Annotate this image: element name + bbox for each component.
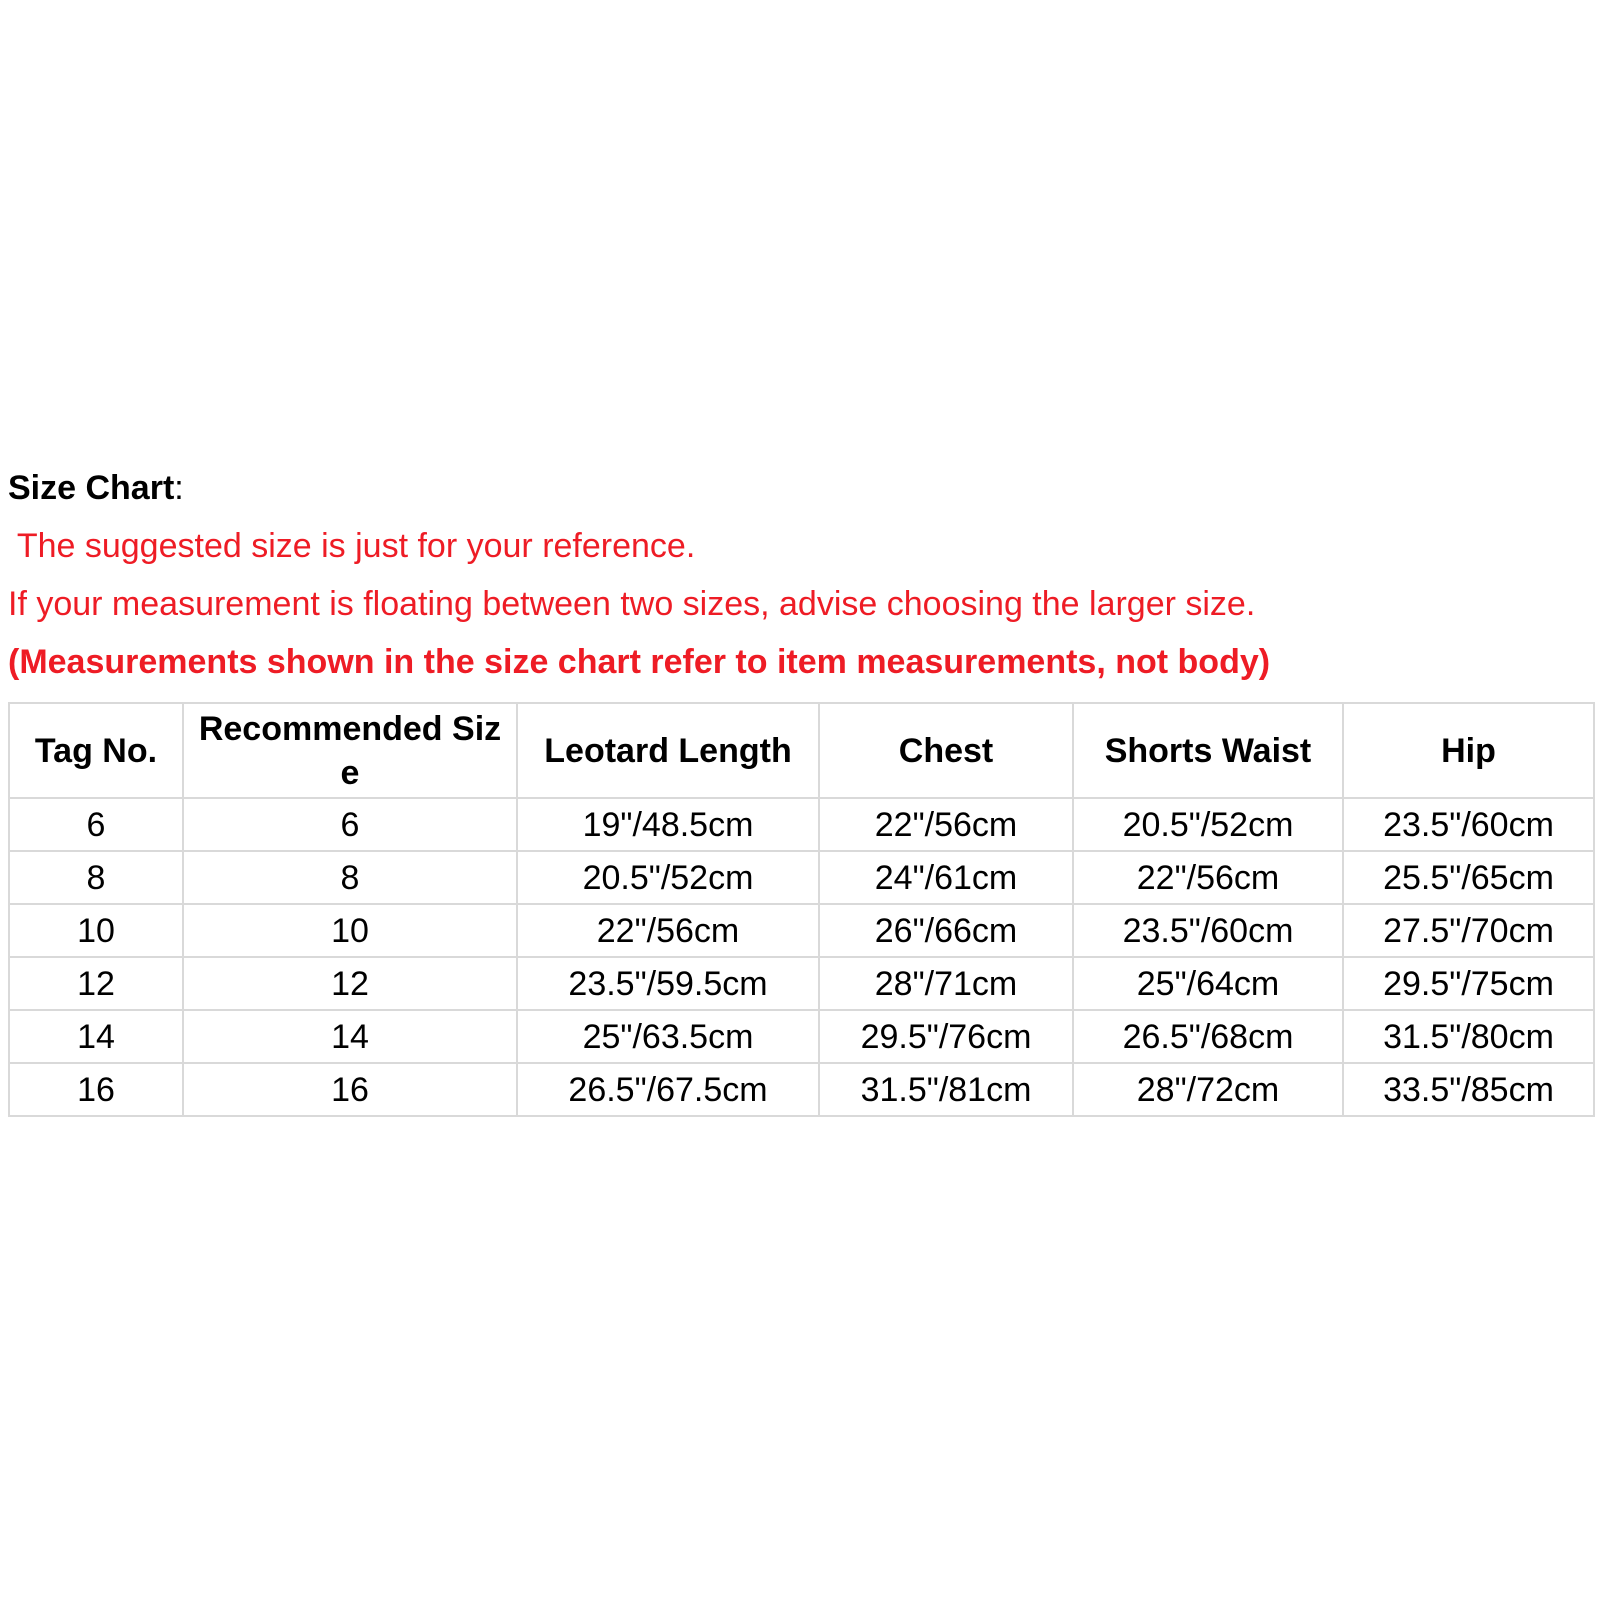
cell-shorts-waist: 23.5"/60cm: [1073, 904, 1343, 957]
cell-tag-no: 6: [9, 798, 183, 851]
cell-recommended-size: 14: [183, 1010, 517, 1063]
cell-chest: 31.5"/81cm: [819, 1063, 1073, 1116]
size-chart-intro: [8, 468, 1592, 700]
cell-recommended-size: 12: [183, 957, 517, 1010]
cell-tag-no: 14: [9, 1010, 183, 1063]
cell-hip: 27.5"/70cm: [1343, 904, 1594, 957]
reference-note: The suggested size is just for your reference.: [8, 527, 696, 565]
cell-shorts-waist: 25"/64cm: [1073, 957, 1343, 1010]
cell-hip: 29.5"/75cm: [1343, 957, 1594, 1010]
cell-hip: 31.5"/80cm: [1343, 1010, 1594, 1063]
cell-shorts-waist: 20.5"/52cm: [1073, 798, 1343, 851]
table-row: [9, 798, 1594, 851]
cell-chest: 28"/71cm: [819, 957, 1073, 1010]
cell-chest: 22"/56cm: [819, 798, 1073, 851]
cell-recommended-size: 10: [183, 904, 517, 957]
col-header-tag-no: Tag No.: [9, 703, 183, 798]
cell-recommended-size: 6: [183, 798, 517, 851]
table-row: [9, 851, 1594, 904]
cell-leotard-length: 23.5"/59.5cm: [517, 957, 819, 1010]
cell-tag-no: 10: [9, 904, 183, 957]
cell-leotard-length: 19"/48.5cm: [517, 798, 819, 851]
cell-shorts-waist: 22"/56cm: [1073, 851, 1343, 904]
cell-tag-no: 16: [9, 1063, 183, 1116]
cell-leotard-length: 22"/56cm: [517, 904, 819, 957]
cell-chest: 24"/61cm: [819, 851, 1073, 904]
cell-recommended-size: 16: [183, 1063, 517, 1116]
cell-leotard-length: 26.5"/67.5cm: [517, 1063, 819, 1116]
size-chart-title: Size Chart: [8, 469, 175, 507]
table-row: [9, 904, 1594, 957]
cell-hip: 25.5"/65cm: [1343, 851, 1594, 904]
table-header-row: [9, 703, 1594, 798]
cell-leotard-length: 25"/63.5cm: [517, 1010, 819, 1063]
cell-hip: 33.5"/85cm: [1343, 1063, 1594, 1116]
cell-shorts-waist: 28"/72cm: [1073, 1063, 1343, 1116]
col-header-recommended-size: Recommended Size: [183, 703, 517, 798]
between-sizes-note: If your measurement is floating between two sizes, advise choosing the larger size.: [8, 585, 1256, 623]
table-row: [9, 1010, 1594, 1063]
size-table: [8, 702, 1595, 1117]
cell-hip: 23.5"/60cm: [1343, 798, 1594, 851]
col-header-chest: Chest: [819, 703, 1073, 798]
cell-tag-no: 12: [9, 957, 183, 1010]
measurement-disclaimer: (Measurements shown in the size chart refer to item measurements, not body): [8, 643, 1271, 681]
cell-shorts-waist: 26.5"/68cm: [1073, 1010, 1343, 1063]
table-row: [9, 957, 1594, 1010]
size-chart-heading: [8, 468, 1592, 526]
size-chart-colon: :: [174, 469, 184, 507]
cell-leotard-length: 20.5"/52cm: [517, 851, 819, 904]
cell-tag-no: 8: [9, 851, 183, 904]
cell-chest: 29.5"/76cm: [819, 1010, 1073, 1063]
table-row: [9, 1063, 1594, 1116]
cell-recommended-size: 8: [183, 851, 517, 904]
col-header-hip: Hip: [1343, 703, 1594, 798]
cell-chest: 26"/66cm: [819, 904, 1073, 957]
col-header-shorts-waist: Shorts Waist: [1073, 703, 1343, 798]
col-header-leotard-length: Leotard Length: [517, 703, 819, 798]
